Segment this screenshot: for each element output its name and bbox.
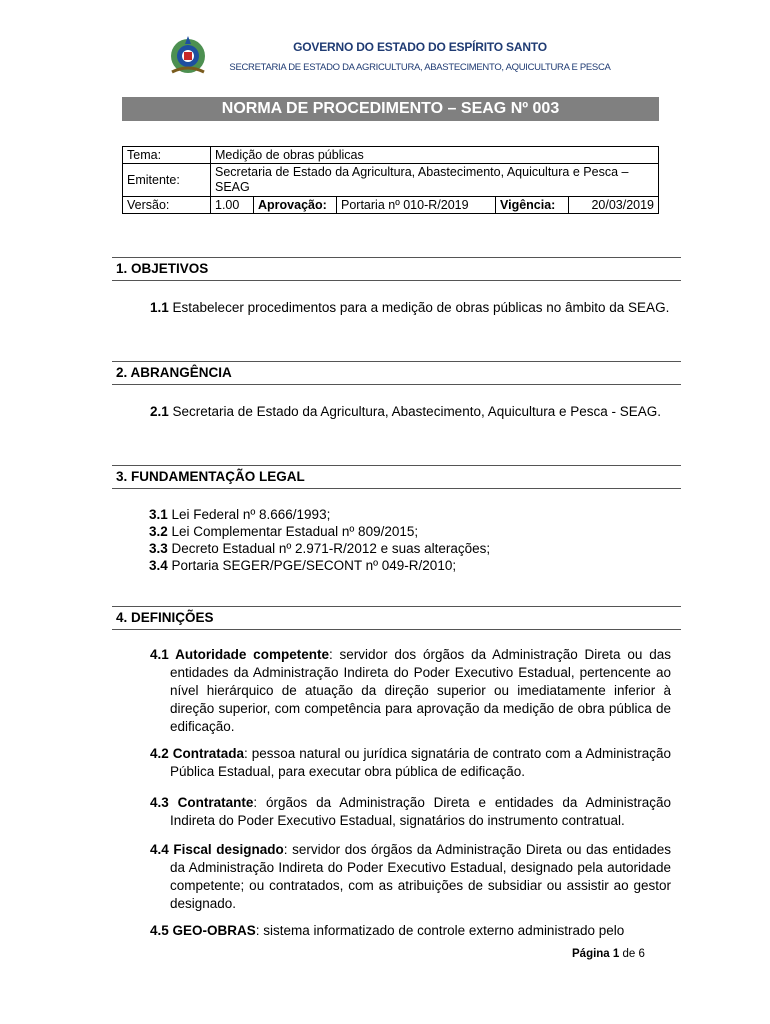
item-number: 4.5 xyxy=(150,923,169,938)
page-number xyxy=(572,948,645,960)
item-number: 4.3 xyxy=(150,795,169,810)
definition-text: : servidor dos órgãos da Administração Direta ou das entidades da Administração Indireta do Poder Executivo Estadual, designado pela autoridade competente; ou contratados, com as atribuições de subsidiar ou assistir ao gestor designado. xyxy=(170,842,672,911)
government-title: GOVERNO DO ESTADO DO ESPÍRITO SANTO xyxy=(293,40,547,54)
definition-term: Autoridade competente xyxy=(168,647,329,662)
item-number: 4.4 xyxy=(150,842,169,857)
emitente-label: Emitente: xyxy=(123,164,211,197)
emitente-row xyxy=(123,164,659,197)
section-title: 4. DEFINIÇÕES xyxy=(116,610,214,625)
tema-value: Medição de obras públicas xyxy=(211,147,659,164)
section-title: 2. ABRANGÊNCIA xyxy=(116,365,232,380)
item-number: 4.1 xyxy=(150,647,169,662)
document-info-table xyxy=(122,146,659,214)
section-title: 3. FUNDAMENTAÇÃO LEGAL xyxy=(116,469,305,484)
definition-item xyxy=(150,841,671,913)
definition-text: : pessoa natural ou jurídica signatária de contrato com a Administração Pública Estadual, para executar obra pública de edificação. xyxy=(170,746,671,779)
page-label: Página 1 xyxy=(572,948,620,960)
definition-text: : órgãos da Administração Direta e entidades da Administração Indireta do Poder Executivo Estadual, signatários do instrumento contratual. xyxy=(170,795,671,828)
legal-item xyxy=(149,557,456,575)
item-text: Secretaria de Estado da Agricultura, Abastecimento, Aquicultura e Pesca - SEAG. xyxy=(168,404,662,419)
paragraph-1-1 xyxy=(150,299,671,317)
vigencia-label: Vigência: xyxy=(496,197,569,214)
item-text: Lei Federal nº 8.666/1993; xyxy=(167,507,331,522)
state-crest-icon xyxy=(168,34,208,78)
legal-item xyxy=(149,523,418,541)
item-number: 3.4 xyxy=(149,558,168,573)
versao-row xyxy=(123,197,659,214)
section-heading-definicoes xyxy=(112,606,681,630)
item-number: 2.1 xyxy=(150,404,169,419)
section-title: 1. OBJETIVOS xyxy=(116,261,209,276)
item-number: 3.1 xyxy=(149,507,168,522)
vigencia-value: 20/03/2019 xyxy=(569,197,659,214)
definition-text: : servidor dos órgãos da Administração Direta ou das entidades da Administração Indireta do Poder Executivo Estadual, pertencente ao nível hierárquico de atuação da direção superior ou imediatamente inferior à direção superior, com competência para aprovação da medição de obra pública de edificação. xyxy=(170,647,671,734)
item-text: Decreto Estadual nº 2.971-R/2012 e suas alterações; xyxy=(167,541,491,556)
item-number: 4.2 xyxy=(150,746,169,761)
page-header xyxy=(0,30,770,82)
item-number: 3.2 xyxy=(149,524,168,539)
tema-row xyxy=(123,147,659,164)
secretariat-subtitle: SECRETARIA DE ESTADO DA AGRICULTURA, ABASTECIMENTO, AQUICULTURA E PESCA xyxy=(229,62,611,73)
versao-label: Versão: xyxy=(123,197,211,214)
tema-label: Tema: xyxy=(123,147,211,164)
item-text: Estabelecer procedimentos para a medição de obras públicas no âmbito da SEAG. xyxy=(168,300,670,315)
legal-item xyxy=(149,540,490,558)
section-heading-objetivos xyxy=(112,257,681,281)
definition-term: Contratada xyxy=(168,746,245,761)
aprovacao-label: Aprovação: xyxy=(254,197,337,214)
emitente-value: Secretaria de Estado da Agricultura, Abastecimento, Aquicultura e Pesca – SEAG xyxy=(211,164,659,197)
definition-term: Contratante xyxy=(168,795,254,810)
paragraph-2-1 xyxy=(150,403,671,421)
document-title: NORMA DE PROCEDIMENTO – SEAG Nº 003 xyxy=(122,97,659,121)
aprovacao-value: Portaria nº 010-R/2019 xyxy=(337,197,496,214)
definition-item xyxy=(150,922,671,940)
item-number: 1.1 xyxy=(150,300,169,315)
item-text: Portaria SEGER/PGE/SECONT nº 049-R/2010; xyxy=(167,558,457,573)
item-number: 3.3 xyxy=(149,541,168,556)
definition-term: GEO-OBRAS xyxy=(168,923,256,938)
item-text: Lei Complementar Estadual nº 809/2015; xyxy=(167,524,419,539)
definition-term: Fiscal designado xyxy=(168,842,284,857)
section-heading-abrangencia xyxy=(112,361,681,385)
section-heading-fundamentacao-legal xyxy=(112,465,681,489)
definition-item xyxy=(150,794,671,830)
legal-item xyxy=(149,506,330,524)
definition-item xyxy=(150,745,671,781)
versao-value: 1.00 xyxy=(211,197,254,214)
definition-text: : sistema informatizado de controle externo administrado pelo xyxy=(255,923,625,938)
page-of-label: de 6 xyxy=(619,948,645,960)
definition-item xyxy=(150,646,671,736)
